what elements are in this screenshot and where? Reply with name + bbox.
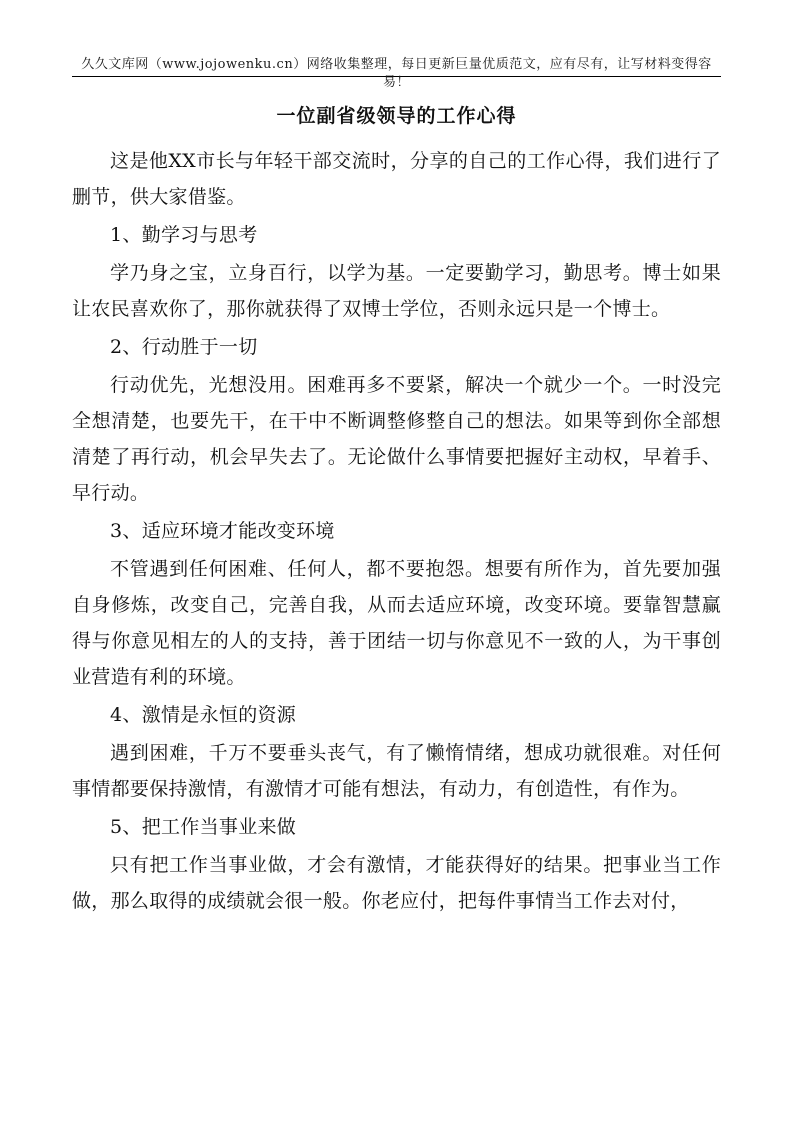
section-heading: 2、行动胜于一切: [110, 336, 258, 358]
document-body: [72, 99, 721, 919]
section-paragraph: 不管遇到任何困难、任何人，都不要抱怨。想要有所作为，首先要加强自身修炼，改变自己，完善自我，从而去适应环境，改变环境。要靠智慧赢得与你意见相左的人的支持，善于团结一切与你意见不一致的人，为干事创业营造有利的环境。: [72, 558, 721, 688]
intro-paragraph: 这是他XX市长与年轻干部交流时，分享的自己的工作心得，我们进行了删节，供大家借鉴。: [72, 150, 721, 208]
section-heading: 3、适应环境才能改变环境: [110, 520, 335, 542]
page-header: 久久文库网（www.jojowenku.cn）网络收集整理，每日更新巨量优质范文，应有尽有，让写材料变得容易！: [72, 56, 721, 77]
section-paragraph: 行动优先，光想没用。困难再多不要紧，解决一个就少一个。一时没完全想清楚，也要先干，在干中不断调整修整自己的想法。如果等到你全部想清楚了再行动，机会早失去了。无论做什么事情要把握好主动权，早着手、早行动。: [72, 374, 721, 504]
section-heading: 5、把工作当事业来做: [110, 816, 297, 838]
document-title: 一位副省级领导的工作心得: [276, 105, 517, 127]
section-paragraph: 遇到困难，千万不要垂头丧气，有了懒惰情绪，想成功就很难。对任何事情都要保持激情，有激情才可能有想法，有动力，有创造性，有作为。: [72, 742, 721, 800]
section-paragraph: 学乃身之宝，立身百行，以学为基。一定要勤学习，勤思考。博士如果让农民喜欢你了，那你就获得了双博士学位，否则永远只是一个博士。: [72, 262, 721, 320]
section-paragraph: 只有把工作当事业做，才会有激情，才能获得好的结果。把事业当工作做，那么取得的成绩就会很一般。你老应付，把每件事情当工作去对付，: [72, 854, 721, 912]
section-heading: 4、激情是永恒的资源: [110, 704, 297, 726]
section-heading: 1、勤学习与思考: [110, 224, 258, 246]
